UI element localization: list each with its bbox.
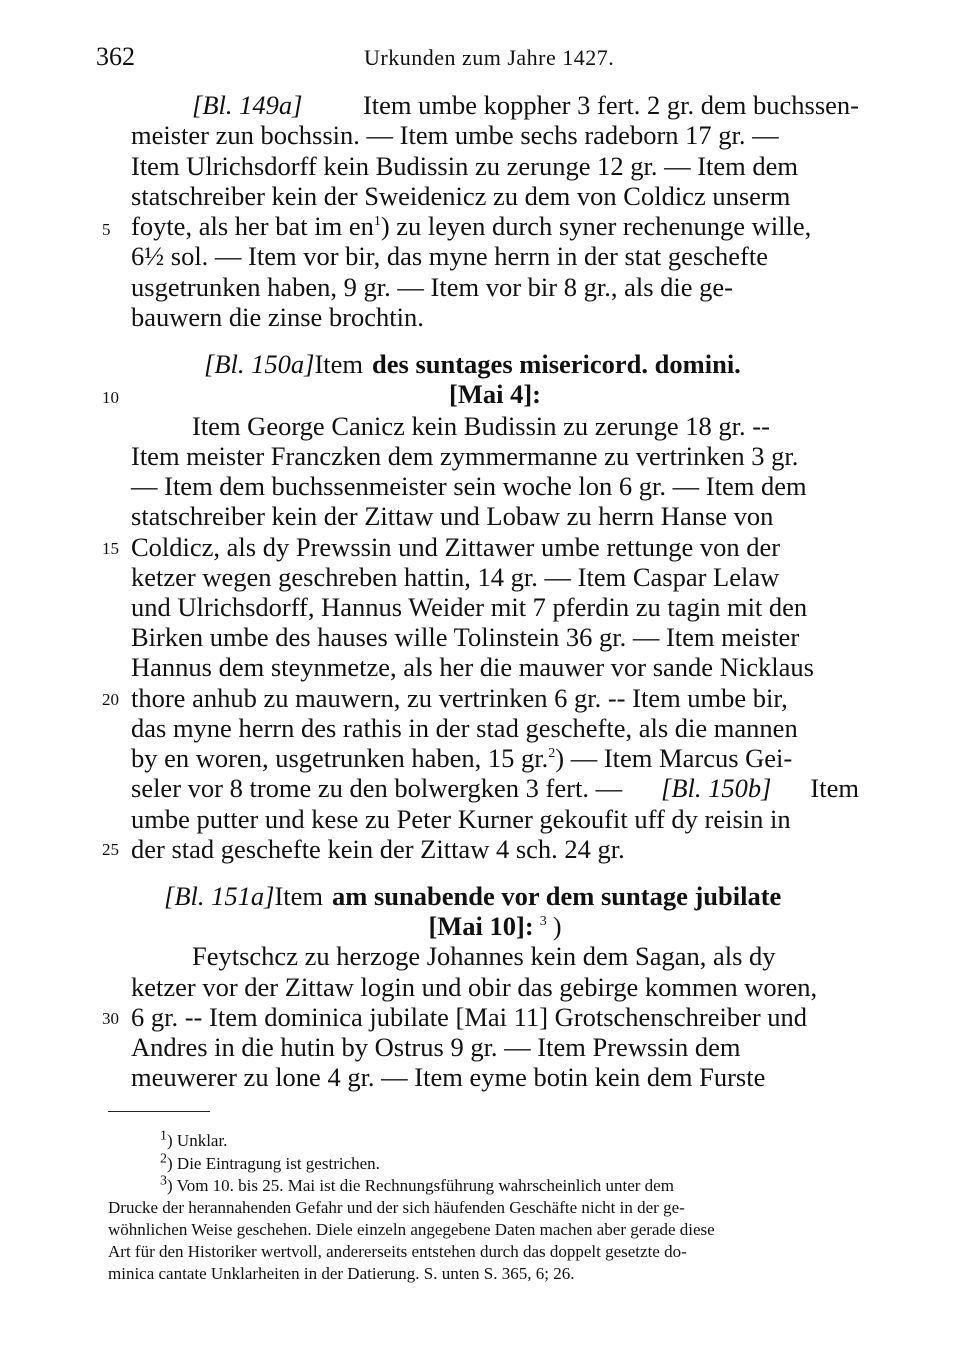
heading-date xyxy=(131,379,859,409)
text-line xyxy=(131,241,859,271)
text-line-content: das myne herrn des rathis in der stad geschefte, als die mannen xyxy=(131,713,798,743)
text-line xyxy=(131,211,859,241)
line-number: 10 xyxy=(102,388,119,407)
text-line xyxy=(131,652,859,682)
text-line xyxy=(131,501,859,531)
text-line xyxy=(131,743,859,773)
line-number: 30 xyxy=(102,1009,119,1028)
heading-title: des suntages misericord. domini. xyxy=(372,349,741,379)
text-line-content: Coldicz, als dy Prewssin und Zittawer umbe rettunge von der xyxy=(131,532,781,562)
text-line xyxy=(192,90,859,120)
folio-reference: [Bl. 150b] xyxy=(661,773,772,803)
running-title: Urkunden zum Jahre 1427. xyxy=(364,45,615,70)
section-heading xyxy=(164,881,864,911)
heading-date xyxy=(131,911,859,941)
text-line xyxy=(131,622,859,652)
footnote-text: Art für den Historiker wertvoll, andererseits entstehen durch das doppelt gesetzte do- xyxy=(108,1242,687,1261)
footnote xyxy=(160,1130,860,1151)
text-line-content: und Ulrichsdorff, Hannus Weider mit 7 pferdin zu tagin mit den xyxy=(131,592,808,622)
text-line-content: thore anhub zu mauwern, zu vertrinken 6 gr. -- Item umbe bir, xyxy=(131,683,788,713)
page-number: 362 xyxy=(96,42,135,71)
text-line-content: Andres in die hutin by Ostrus 9 gr. — Item Prewssin dem xyxy=(131,1032,741,1062)
text-line xyxy=(192,941,859,971)
footnote-marker: 1 xyxy=(160,1128,167,1144)
text-line xyxy=(131,1032,859,1062)
text-line xyxy=(131,272,859,302)
footnote-text: Drucke der herannahenden Gefahr und der sich häufenden Geschäfte nicht in der ge- xyxy=(108,1198,685,1217)
text-line-content: statschreiber kein der Sweidenicz zu dem von Coldicz unserm xyxy=(131,181,791,211)
footnote-marker: 1 xyxy=(373,214,381,230)
heading-date-text: [Mai 4]: xyxy=(449,379,541,409)
text-line xyxy=(131,683,859,713)
text-line-content: statschreiber kein der Zittaw und Lobaw zu herrn Hanse von xyxy=(131,501,774,531)
footnote-text: minica cantate Unklarheiten in der Datierung. S. unten S. 365, 6; 26. xyxy=(108,1264,575,1283)
folio-reference: [Bl. 150a] xyxy=(204,349,315,379)
text-line-content: Item umbe koppher 3 fert. 2 gr. dem buchssen- xyxy=(362,90,859,120)
text-line-content: Item xyxy=(810,773,859,803)
heading-text: Item xyxy=(314,349,363,379)
footnote-marker: 2 xyxy=(160,1151,167,1167)
text-line xyxy=(131,151,859,181)
text-line-content: meister zun bochssin. — Item umbe sechs radeborn 17 gr. — xyxy=(131,120,779,150)
text-line-content: Hannus dem steynmetze, als her die mauwer vor sande Nicklaus xyxy=(131,652,814,682)
text-line-content: 6 gr. -- Item dominica jubilate [Mai 11] Grotschenschreiber und xyxy=(131,1002,808,1032)
text-line xyxy=(131,181,859,211)
footnote-line xyxy=(108,1241,860,1262)
text-line-content: Feytschcz zu herzoge Johannes kein dem Sagan, als dy xyxy=(192,941,776,971)
text-line-content: ketzer wegen geschreben hattin, 14 gr. — Item Caspar Lelaw xyxy=(131,562,780,592)
text-line-content: ketzer vor der Zittaw login und obir das gebirge kommen woren, xyxy=(131,972,818,1002)
folio-reference: [Bl. 149a] xyxy=(192,90,303,120)
text-line-content: 6½ sol. — Item vor bir, das myne herrn in der stat geschefte xyxy=(131,241,768,271)
text-line xyxy=(131,562,859,592)
text-line-content: bauwern die zinse brochtin. xyxy=(131,302,424,332)
text-line-content: usgetrunken haben, 9 gr. — Item vor bir 8 gr., als die ge- xyxy=(131,272,733,302)
footnote-marker: 2 xyxy=(548,746,556,762)
text-line xyxy=(131,713,859,743)
footnote-marker: 3 xyxy=(539,914,547,930)
footnote-line xyxy=(108,1263,860,1284)
text-line xyxy=(131,592,859,622)
text-line-content: foyte, als her bat im $en^1$) zu leyen durch syner rechenunge wille, xyxy=(131,211,812,241)
footnote xyxy=(160,1153,860,1174)
footnote-marker: 3 xyxy=(160,1173,167,1189)
footnote-text: wöhnlichen Weise geschehen. Diele einzeln angegebene Daten machen aber gerade diese xyxy=(108,1220,715,1239)
heading-date-text: [Mai 10]: $^3$ ) xyxy=(428,911,562,941)
text-line xyxy=(131,972,859,1002)
text-line xyxy=(131,804,859,834)
text-line xyxy=(131,120,859,150)
line-number: 15 xyxy=(102,539,119,558)
text-line-content: by en woren, usgetrunken haben, 15 gr.$^2$) — Item Marcus Gei- xyxy=(131,743,793,773)
line-number: 25 xyxy=(102,840,119,859)
text-line-content: Item Ulrichsdorff kein Budissin zu zerunge 12 gr. — Item dem xyxy=(131,151,799,181)
text-line-content: — Item dem buchssenmeister sein woche lon 6 gr. — Item dem xyxy=(131,471,807,501)
heading-title: am sunabende vor dem suntage jubilate xyxy=(332,881,782,911)
line-number: 5 xyxy=(102,220,111,239)
footnote xyxy=(160,1175,860,1196)
heading-text: Item xyxy=(274,881,323,911)
text-line-content: Birken umbe des hauses wille Tolinstein 36 gr. — Item meister xyxy=(131,622,800,652)
text-line xyxy=(131,532,859,562)
text-line-content: Item George Canicz kein Budissin zu zerunge 18 gr. -- xyxy=(192,411,770,441)
text-line xyxy=(131,471,859,501)
text-line xyxy=(131,1062,859,1092)
footnote-line xyxy=(108,1219,860,1240)
text-line xyxy=(192,411,859,441)
text-line xyxy=(131,1002,859,1032)
text-line-content: meuwerer zu lone 4 gr. — Item eyme botin kein dem Furste xyxy=(131,1062,766,1092)
text-line xyxy=(131,441,859,471)
footnote-separator xyxy=(108,1111,210,1112)
text-line-content: seler vor 8 trome zu den bolwergken 3 fert. — xyxy=(131,773,623,803)
line-number: 20 xyxy=(102,690,119,709)
footnote-text: $^2$) Die Eintragung ist gestrichen. xyxy=(160,1151,380,1173)
page-header xyxy=(96,42,866,76)
footnote-text: $^1$) Unklar. xyxy=(160,1128,228,1150)
text-line-content: umbe putter und kese zu Peter Kurner gekoufit uff dy reisin in xyxy=(131,804,791,834)
text-line-content: Item meister Franczken dem zymmermanne zu vertrinken 3 gr. xyxy=(131,441,799,471)
footnote-text: $^3$) Vom 10. bis 25. Mai ist die Rechnungsführung wahrscheinlich unter dem xyxy=(160,1173,674,1195)
footnote-line xyxy=(108,1197,860,1218)
text-line xyxy=(131,302,859,332)
section-heading xyxy=(204,349,864,379)
text-line xyxy=(131,773,859,803)
text-line-content: der stad geschefte kein der Zittaw 4 sch. 24 gr. xyxy=(131,834,625,864)
folio-reference: [Bl. 151a] xyxy=(164,881,275,911)
text-line xyxy=(131,834,859,864)
